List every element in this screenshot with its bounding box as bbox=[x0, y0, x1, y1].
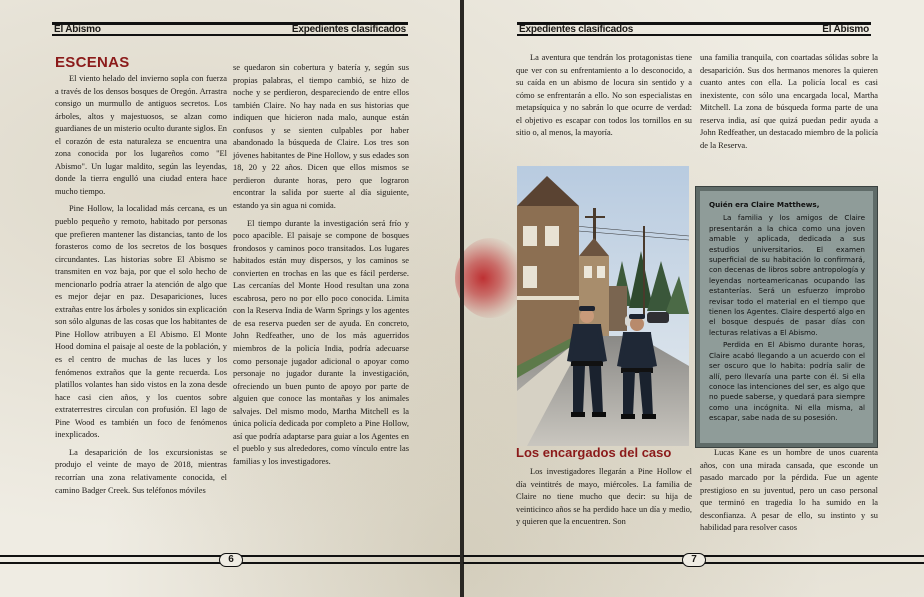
paragraph: La aventura que tendrán los protagonistas tiene que ver con su enfrentamiento a lo desconocido, a su caída en un abismo de locura sin sentido y a cómo se enfrentarán a ello. No son especialistas en metapsíquica y no sabrán lo que ocurre de verdad: el objetivo es escapar con todos los tornillos en su sitio o, al menos, la mayoría. bbox=[516, 53, 692, 138]
right-column-2 bbox=[700, 52, 878, 157]
police-officers-photo bbox=[517, 166, 689, 446]
paragraph: Pine Hollow, la localidad más cercana, es un pueblo pequeño y remoto, habitado por personas que prefieren mantener las distancias, tanto de los forasteros como de los secretos de los bosques circundantes. Las historias sobre El Abismo se transmiten en voz baja, por que el solo hecho de mencionarlo podría atraer la atención de algo que es mejor dejar en paz. Desapariciones, luces extrañas entre los árboles y sonidos sin explicación son sólo algunas de las cosas que los habitantes de Pine Hollow atribuyen a El Abismo. El Monte Hood domina el paisaje al oeste de la población, y es el centro de muchas de las luces y los fenómenos extraños que la gente recuerda. Los platillos volantes han sido vistos en la zona desde hace casi cien años, y los cuentos sobre extraterrestres circulan con profusión. El lago de Pine Wood es también un foco de fenómenos inexplicados. bbox=[55, 204, 227, 440]
left-header bbox=[52, 22, 408, 36]
right-header-section: Expedientes clasificados bbox=[519, 24, 634, 35]
paragraph: El viento helado del invierno sopla con fuerza a través de los densos bosques de Oregón. Arrastra consigo un murmullo de antiguos secretos. Los árboles, altos y majestuosos, se alzan como guardianes de un misterio oculto durante siglos. En el corazón de esta naturaleza se encuentra una zona conocida por los lugareños como "El Abismo". Un lugar maldito, según las leyendas, donde la tierra engulló una ciudad entera hace mucho tiempo. bbox=[55, 74, 227, 196]
right-page bbox=[463, 0, 924, 597]
sidebar-paragraph: Perdida en El Abismo durante horas, Claire acabó llegando a un acuerdo con el ser oscuro que lo habita: podría salir de allí, pero llevaría una parte con él. Si ella conoce las intenciones del ser, es algo que no puede saberse, y quedará para siempre como una incógnita. Ni ella misma, al escapar, sabe nada de su posesión. bbox=[709, 340, 865, 423]
paragraph: El tiempo durante la investigación será frío y poco apacible. El paisaje se compone de bosques frondosos y caminos poco transitados. Los lugares habitados están muy dispersos, y los caminos se convierten en trochas en las que es fácil perderse. Las cercanías del Monte Hood resultan una zona escabrosa, pero no por ello poco conocida. Limita con la Reserva India de Warm Springs y los agentes de esa reserva pueden ser de ayuda. En concreto, John Redfeather, uno de los más aguerridos miembros de la policía India, podría adecuarse como personaje jugador adicional o apoyar como personaje no jugador durante la investigación, ofreciendo un buen punto de apoyo por parte de alguien que conoce las montañas y los animales salvajes. Del mismo modo, Martha Mitchell es la única policía dedicada por completo a Pine Hollow, así que podría adaptarse para guiar a los Agentes en el pueblo y sus alrededores, como vínculo entre las familias y los investigadores. bbox=[233, 218, 409, 466]
paragraph: Lucas Kane es un hombre de unos cuarenta años, con una mirada cansada, que esconde un pasado marcado por la pérdida. Fue un agente prestigioso en su juventud, pero un caso personal que terminó en tragedia lo ha sumido en la desconfianza. A pesar de ello, su instinto y su habilidad para resolver casos bbox=[700, 448, 878, 533]
section-title: ESCENAS bbox=[55, 54, 130, 71]
left-header-section: Expedientes clasificados bbox=[291, 24, 406, 35]
paragraph: La desaparición de los excursionistas se produjo el veinte de mayo de 2018, mientras recorrían una zona relativamente conocida, el camino Badger Creek. Sus teléfonos móviles bbox=[55, 447, 227, 495]
paragraph: Los investigadores llegarán a Pine Hollow el día veintitrés de mayo, miércoles. La familia de Claire no tiene mucho que decir: su hija de veinticinco años se ha perdido hace un día y medio, y quieren que la encuentren. Son bbox=[516, 467, 692, 527]
left-column-1 bbox=[55, 56, 227, 502]
right-column-1 bbox=[516, 52, 692, 145]
right-column-1-continued bbox=[516, 466, 692, 529]
sidebar-box bbox=[695, 186, 878, 448]
page-number: 6 bbox=[219, 553, 243, 567]
right-header-title: El Abismo bbox=[822, 24, 869, 35]
left-page bbox=[0, 0, 461, 597]
right-column-2-continued bbox=[700, 447, 878, 535]
right-header bbox=[517, 22, 871, 36]
left-header-title: El Abismo bbox=[54, 24, 101, 35]
subsection-title: Los encargados del caso bbox=[516, 445, 672, 460]
sidebar-title: Quién era Claire Matthews, bbox=[709, 200, 820, 209]
paragraph: se quedaron sin cobertura y batería y, según sus propias palabras, el tiempo cambió, se hizo de noche y se perdieron, despareciendo de entre ellos también Claire. No hay nada en sus historias que indiquen que hicieron nada malo, aunque están confusos y se sienten culpables por haber abandonado la búsqueda de Claire. Los tres son jóvenes habitantes de Pine Hollow, y sus edades son 18, 20 y 22 años. Dicen que ellos mismos se perdieron durante horas, pero que lograron encontrar la salida por suerte al día siguiente, estando ya sin agua ni comida. bbox=[233, 63, 409, 211]
page-number: 7 bbox=[682, 553, 706, 567]
sidebar-content bbox=[700, 191, 873, 443]
paragraph: una familia tranquila, con coartadas sólidas sobre la desaparición. Sus dos hermanos menores la quieren cuanto antes con ella. La policía local es casi inexistente, con sólo una encargada local, Martha Mitchell. La zona de búsqueda forma parte de una reserva india, así que quizá puedan pedir ayuda a John Redfeather, un destacado miembro de la policía de la Reserva. bbox=[700, 53, 878, 150]
sidebar-paragraph: La familia y los amigos de Claire presentarán a la chica como una joven amable y aplicada, dedicada a sus estudios universitarios. El examen superficial de su habitación lo confirmará, con decenas de libros sobre antropología y leyendas norteamericanas ocupando las estanterías. Será un esfuerzo ímprobo revisar todo el material en el tiempo que tienen los Agentes. Claire despertó algo en el bosque después de pasar días con lecturas relativas a El Abismo. bbox=[709, 213, 865, 337]
left-column-2 bbox=[233, 62, 409, 474]
